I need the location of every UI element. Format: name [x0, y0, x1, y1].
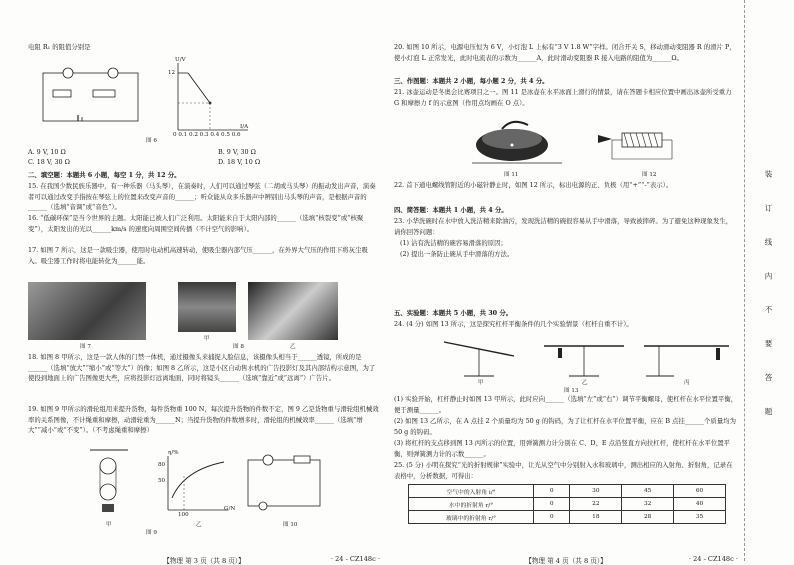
- fig12-label: 图 12: [642, 172, 657, 178]
- fig9-y-top: 80: [158, 462, 166, 468]
- fig9-y-unit: η/%: [168, 450, 179, 456]
- fig9-x-unit: G/N: [224, 506, 236, 512]
- question-21: 21. 冰壶运动是冬奥会比赛项目之一。图 11 是冰壶在水平冰面上滑行的情景，请在答题卡相应位置中画出冰壶所受重力 G 和摩擦力 f 的示意图（作用点均画在 O 点）。: [394, 88, 732, 107]
- fig9-y-mid: 50: [158, 478, 166, 484]
- table-cell: 0: [534, 511, 570, 524]
- table-cell: 45: [622, 485, 674, 498]
- intro-line: 电阻 R₁ 的阻值分别是: [28, 43, 91, 51]
- fig13-sub-a: 甲: [478, 380, 484, 386]
- table-cell: 0: [534, 498, 570, 511]
- question-18: 18. 如图 8 甲所示，这是一款人体的门禁一体机，通过摄像头来捕捉人脸信息，该摄像头相当于______透镜，所成的是______（选填“放大”“缩小”或“等大”）的像；如图 8 乙所示，这是小区自动售水机的广告投影灯及其内部结构示意图，为了使投到地面上的广告图像更大些，应将投影灯远离地面，同时将镜头______（选填“靠近”或“远离”）广告片。: [28, 353, 376, 383]
- table-row: [409, 511, 726, 524]
- table-cell: 18: [570, 511, 622, 524]
- fig6-label: 图 6: [146, 138, 157, 144]
- row-label: 玻璃中的折射角 r/°: [409, 511, 534, 524]
- binding-margin: [744, 0, 794, 561]
- question-23-part-2: (2) 提出一条防止碗从手中滑落的方法。: [400, 250, 514, 258]
- left-page: [28, 0, 380, 565]
- fig6-x-unit: I/A: [240, 124, 249, 130]
- fig8-sub-b: 乙: [290, 344, 296, 350]
- row-label: 水中的折射角 r/°: [409, 498, 534, 511]
- question-24-part-1: (1) 实验开始，杠杆静止时如图 13 甲所示，此时应向______（选填“左”或“右”）调节平衡螺母，使杠杆在水平位置平衡，便于测量______。: [394, 395, 738, 414]
- q14-option-c: C. 18 V, 30 Ω: [28, 158, 70, 166]
- right-page: [394, 0, 738, 565]
- q14-option-b: B. 9 V, 30 Ω: [218, 148, 256, 156]
- question-19: 19. 如图 9 甲所示的滑轮组用来提升货物，每件货物重 100 N，每次提升货物的件数不定，图 9 乙是货物重与滑轮组机械效率的关系图像，不计绳重和摩擦，动滑轮重为______N；当提升货物的件数增多时，滑轮组的机械效率______（选填“增大”“减小”或“不变”）。（不考虑绳重和摩擦）: [28, 405, 379, 435]
- fig9-x-tick: 100: [178, 512, 189, 518]
- table-row: [409, 485, 726, 498]
- section-4-heading: 四、简答题：本题共 1 小题，共 4 分。: [394, 206, 508, 214]
- question-23: 23. 小华洗碗时在水中放入洗洁精来除油污，发现洗洁精的碗很容易从手中滑落，导致被摔碎。为了避免这种现象发生，请你回答问题：: [394, 217, 733, 236]
- figure-6: [38, 58, 258, 138]
- fig9-sub-b: 乙: [196, 522, 202, 528]
- section-3-heading: 三、作图题：本题共 2 小题，每小题 2 分，共 4 分。: [394, 77, 549, 85]
- figure-8a-photo: [178, 282, 236, 332]
- fig6-y-top: 12: [168, 70, 176, 76]
- fig13-sub-c: 丙: [684, 380, 690, 386]
- table-cell: 32: [622, 498, 674, 511]
- fig13-sub-b: 乙: [582, 380, 588, 386]
- refraction-table: [408, 484, 726, 524]
- question-16: 16. “低碳环保”是当今世界的主题。太阳能已被人们广泛利用。太阳能来自于太阳内部的______（选填“核裂变”或“核聚变”），太阳发出的光以______km/s 的速度向周围空间传播（不计空气的影响）。: [28, 214, 364, 233]
- table-row: [409, 498, 726, 511]
- fig8-sub-a: 甲: [204, 336, 210, 342]
- figure-9-10: [88, 448, 328, 520]
- fig7-label: 图 7: [80, 344, 91, 350]
- table-cell: 30: [570, 485, 622, 498]
- fig6-x-ticks: 0 0.1 0.2 0.3 0.4 0.5 0.6: [173, 132, 241, 138]
- question-17: 17. 如图 7 所示，这是一款吸尘器，使用时电动机高速转动，使吸尘器内部气压______，在外界大气压的作用下将灰尘吸入。吸尘器工作时将电能转化为______能。: [28, 246, 368, 265]
- question-20: 20. 如图 10 所示，电源电压恒为 6 V，小灯泡 L 上标有“3 V 1.8 W”字样。闭合开关 S，移动滑动变阻器 R 的滑片 P，使小灯泡 L 正常发光，此时电流表的示数为______A，此时滑动变阻器 R 接入电路的阻值为______Ω。: [394, 43, 736, 62]
- fig11-label: 图 11: [504, 172, 519, 178]
- table-cell: 28: [622, 511, 674, 524]
- question-23-part-1: (1) 沾有洗洁精的碗容易滑落的原因；: [400, 239, 507, 247]
- question-24-part-3: (3) 将杠杆的支点移到图 13 丙所示的位置，用弹簧测力计分别在 C、D、E 点沿竖直方向拉杠杆，使杠杆在水平位置平衡，则弹簧测力计的示数______。: [394, 439, 730, 458]
- fig10-label: 图 10: [283, 522, 298, 528]
- q14-option-d: D. 18 V, 10 Ω: [218, 158, 261, 166]
- figure-7-photo: [28, 282, 146, 340]
- section-2-heading: 二、填空题：本题共 6 小题，每空 1 分，共 12 分。: [28, 171, 181, 179]
- binding-text: 装 订 线 内 不 要 答 题: [764, 170, 773, 427]
- figure-8b-photo: [248, 282, 338, 340]
- section-5-heading: 五、实验题：本题共 5 小题，共 30 分。: [394, 309, 513, 317]
- right-footer-page: 【物理 第 4 页（共 8 页）】: [525, 557, 607, 565]
- fig9-sub-a: 甲: [106, 522, 112, 528]
- q14-option-a: A. 9 V, 10 Ω: [28, 148, 66, 156]
- question-25: 25. (5 分) 小明在探究“光的折射规律”实验中，让光从空气中分别射入水和玻璃中，测出相应的入射角、折射角，记录在表格中，分析数据，可得出：: [394, 461, 733, 480]
- fig6-y-unit: U/V: [175, 57, 186, 63]
- row-label: 空气中的入射角 i/°: [409, 485, 534, 498]
- fig9-label: 图 9: [146, 530, 157, 536]
- fig8-label: 图 8: [233, 344, 244, 350]
- figure-13: [434, 332, 734, 380]
- table-cell: 40: [674, 498, 726, 511]
- left-footer-page: 【物理 第 3 页（共 8 页）】: [163, 557, 245, 565]
- question-24: 24. (4 分) 如图 13 所示，这是探究杠杆平衡条件的几个实验情景（杠杆自重不计）。: [394, 320, 633, 328]
- table-cell: 60: [674, 485, 726, 498]
- left-footer-code: · 24 - CZ148c ·: [330, 555, 380, 563]
- figure-11-12: [472, 115, 732, 171]
- table-cell: 0: [534, 485, 570, 498]
- question-22: 22. 首下通电螺线管附近的小磁针静止时，如图 12 所示，标出电源的正、负极（用“+”“-”表示）。: [394, 181, 673, 189]
- question-24-part-2: (2) 如图 13 乙所示，在 A 点挂 2 个质量均为 50 g 的钩码，为了让杠杆在水平位置平衡，应在 B 点挂______个质量均为 50 g 的钩码。: [394, 417, 736, 436]
- fig13-label: 图 13: [564, 388, 579, 394]
- table-cell: 22: [570, 498, 622, 511]
- right-footer-code: · 24 - CZ148c ·: [688, 555, 738, 563]
- table-cell: 35: [674, 511, 726, 524]
- question-15: 15. 在我国少数民族乐器中，有一种乐器（马头琴），在演奏时，人们可以通过琴弦（二胡或马头琴）的振动发出声音，演奏者可以通过改变手指按在琴弦上的位置来改变声音的______；听众能从众多乐器声中辨别出马头琴的声音，是根据声音的______（选填“音调”或“音色”）。: [28, 182, 376, 212]
